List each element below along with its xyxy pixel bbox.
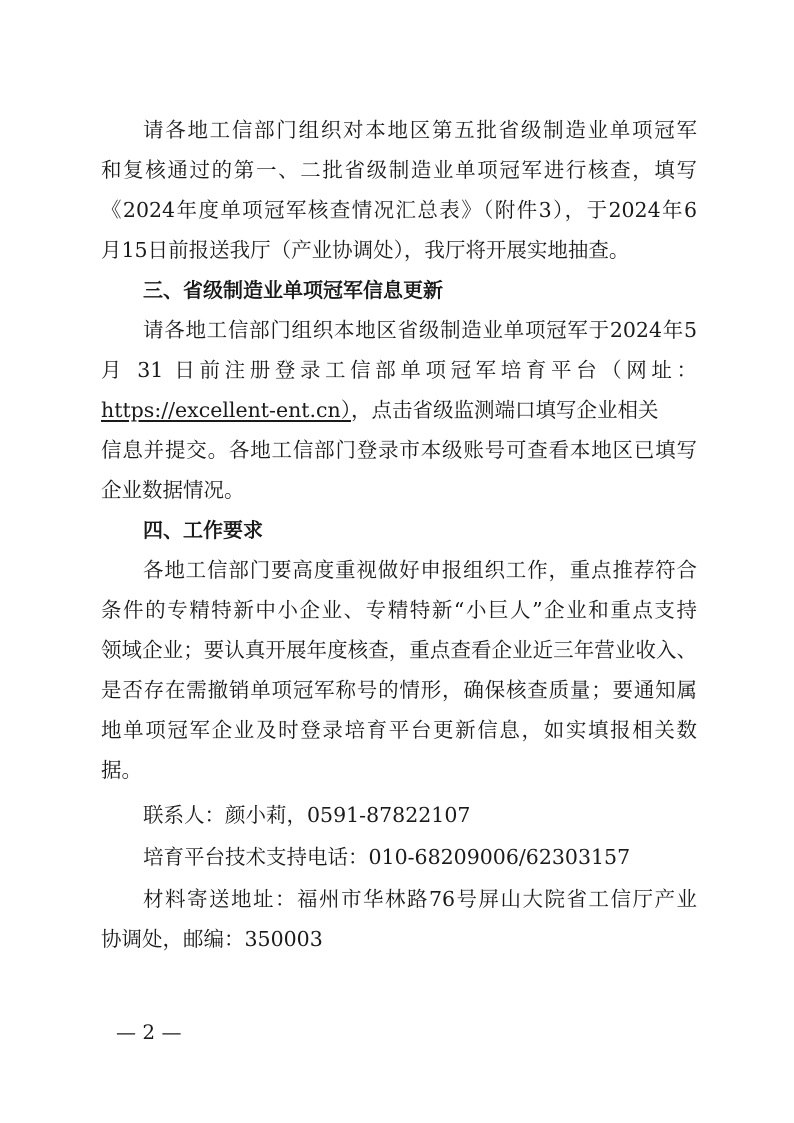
tech-support-phone: 培育平台技术支持电话：010-68209006/62303157 — [143, 845, 631, 869]
section-heading: 三、省级制造业单项冠军信息更新 — [143, 278, 443, 302]
paragraph-line: 请各地工信部门组织对本地区第五批省级制造业单项冠军 — [143, 118, 697, 142]
mailing-address-cont: 协调处，邮编：350003 — [101, 927, 323, 951]
paragraph-line: 和复核通过的第一、二批省级制造业单项冠军进行核查，填写 — [101, 158, 697, 182]
paragraph-line: 《2024年度单项冠军核查情况汇总表》（附件3），于2024年6 — [101, 198, 697, 222]
paragraph-line: 条件的专精特新中小企业、专精特新“小巨人”企业和重点支持 — [101, 598, 697, 622]
paragraph-line: 地单项冠军企业及时登录培育平台更新信息，如实填报相关数 — [101, 718, 697, 742]
paragraph-line: 请各地工信部门组织本地区省级制造业单项冠军于2024年5 — [143, 318, 697, 342]
paragraph-line: 据。 — [101, 758, 142, 782]
paragraph-line: 各地工信部门要高度重视做好申报组织工作，重点推荐符合 — [143, 558, 697, 582]
paragraph-line: 领域企业；要认真开展年度核查，重点查看企业近三年营业收入、 — [101, 638, 697, 662]
paragraph-line: 月 31 日前注册登录工信部单项冠军培育平台（网址： — [101, 358, 697, 382]
paragraph-line — [101, 395, 697, 425]
platform-url-link[interactable]: https://excellent-ent.cn） — [101, 398, 351, 422]
page-number: — 2 — — [116, 1020, 182, 1044]
paragraph-line: 企业数据情况。 — [101, 478, 245, 502]
paragraph-line: 信息并提交。各地工信部门登录市本级账号可查看本地区已填写 — [101, 438, 697, 462]
paragraph-text: ，点击省级监测端口填写企业相关 — [350, 398, 659, 422]
section-heading: 四、工作要求 — [143, 518, 263, 542]
paragraph-line: 是否存在需撤销单项冠军称号的情形，确保核查质量；要通知属 — [101, 678, 697, 702]
contact-person: 联系人：颜小莉，0591-87822107 — [143, 803, 471, 827]
paragraph-line: 月15日前报送我厅（产业协调处），我厅将开展实地抽查。 — [101, 238, 630, 262]
mailing-address: 材料寄送地址：福州市华林路76号屏山大院省工信厅产业 — [143, 887, 697, 911]
